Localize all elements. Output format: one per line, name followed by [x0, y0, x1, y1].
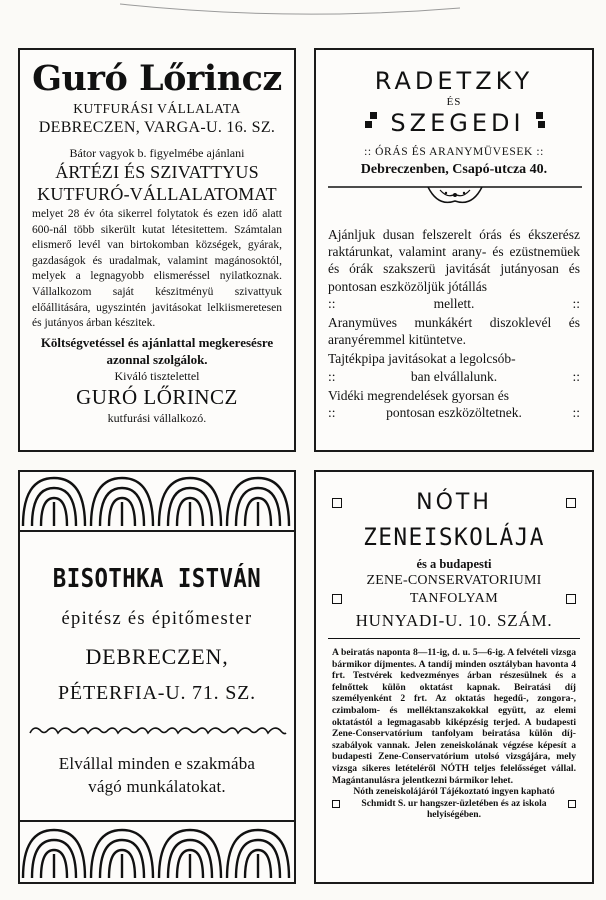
square-bullet-icon	[536, 112, 543, 119]
bisothka-divider-ornament	[20, 723, 294, 737]
bisothka-text1: Elvállal minden e szakmába	[58, 754, 256, 773]
guro-subtitle: KUTFURÁSI VÁLLALATA	[73, 101, 241, 116]
square-box-icon	[566, 498, 576, 508]
dots-ornament: ::	[572, 295, 580, 311]
radetzky-para2: Aranymüves munkákért diszoklevél és aranyéremmel kitüntetve.	[328, 315, 580, 348]
dots-ornament: ::	[328, 368, 336, 384]
square-box-icon	[332, 594, 342, 604]
bisothka-text2: vágó munkálatokat.	[88, 777, 226, 796]
radetzky-subtitle-row	[328, 144, 580, 161]
guro-line1: ÁRTÉZI ÉS SZIVATTYUS	[55, 162, 259, 182]
guro-bold: Költségvetéssel és ajánlattal megkeresésre azonnal szolgálok.	[40, 334, 274, 367]
noth-and: és a budapesti	[416, 557, 492, 571]
noth-title2: ZENEISKOLÁJA	[363, 523, 545, 551]
radetzky-para4: Vidéki megrendelések gyorsan és	[328, 387, 510, 403]
guro-address: DEBRECZEN, VARGA-U. 16. SZ.	[38, 119, 276, 136]
radetzky-para1-end-row	[328, 295, 580, 312]
bisothka-ad	[18, 470, 296, 884]
art-nouveau-band-top	[20, 472, 294, 532]
radetzky-subtitle: ÓRÁS ÉS ARANYMÜVESEK	[375, 146, 533, 158]
radetzky-name1: RADETZKY	[374, 67, 534, 95]
noth-last-row	[326, 786, 582, 821]
bisothka-profession: épitész és épitőmester	[61, 609, 253, 629]
guro-ad	[18, 48, 296, 452]
noth-ad	[314, 470, 594, 884]
square-bullet-icon	[538, 121, 545, 128]
noth-address: HUNYADI-U. 10. SZÁM.	[355, 611, 553, 630]
noth-course: TANFOLYAM	[409, 591, 499, 606]
art-nouveau-band-bottom	[20, 820, 294, 882]
square-box-icon	[568, 800, 576, 808]
radetzky-para1-end: mellett.	[433, 295, 475, 311]
radetzky-name2: SZEGEDI	[390, 109, 525, 137]
square-box-icon	[332, 498, 342, 508]
guro-role: kutfurási vállalkozó.	[107, 410, 207, 425]
dots-ornament: ::	[572, 368, 580, 384]
guro-greeting: Kiváló tisztelettel	[114, 368, 200, 383]
radetzky-address: Debreczenben, Csapó-utcza 40.	[360, 162, 548, 177]
bisothka-name: BISOTHKA ISTVÁN	[52, 564, 262, 594]
radetzky-para4-end: pontosan eszközöltetnek.	[386, 405, 522, 421]
noth-last: Nóth zeneiskolájáról Tájékoztató ingyen kapható Schmidt S. ur hangszer-üzletében és az iskola helyiségében.	[353, 786, 555, 821]
square-bullet-icon	[370, 112, 377, 119]
noth-body: A beiratás naponta 8—11-ig, d. u. 5—6-ig. A felvételi vizsga bármikor díjmentes. A tandíj minden osztályban havonta 4 frt. Testvérek kedvezményes árban részesülnek és a felnőttek külön oktatást kapnak. Beiratási díj személyenként 2 frt. Az oktatás hegedű-, zongora-, czimbalom- és melléktanszakokkal együtt, az elemi oktatástól a legmagasabb kiképzésig terjed. A budapesti Zene-Conservatórium tanfolyam beiratása külön díj-szabályok vannak. Jelen zeneiskolának végzése képesít a budapesti Zene-Conservatórium utolsó vizsgájára, mely vizsga sikeres letételéről NÓTH teljes felelősséget vállal. Magántanulásra jelentkezni bármikor lehet.	[332, 647, 576, 786]
dots-ornament: ::	[364, 146, 372, 158]
guro-title: Guró Lőrincz	[32, 58, 282, 99]
guro-line2: KUTFURÓ-VÁLLALATOMAT	[37, 184, 277, 204]
noth-conservatory: ZENE-CONSERVATORIUMI	[366, 573, 542, 588]
square-box-icon	[566, 594, 576, 604]
guro-body: melyet 28 év óta sikerrel folytatok és ezen idő alatt 600-nál több sikerült kutat létesitettem. Számtalan elismerő levél van birtokomban községek, gyárak, gazdaságok és uradalmak, valamint magánosoktól, melyek a legnagyobb elismeréssel nyilatkoznak. Vállalkozom saját készitményü szivattyuk előállitására, ugyszintén javitásokat lelkiismeretesen és jutányos árban készitek.	[32, 208, 282, 330]
noth-title1-row	[326, 488, 582, 518]
dots-ornament: ::	[328, 405, 336, 421]
square-bullet-icon	[365, 121, 372, 128]
bisothka-street: PÉTERFIA-U. 71. SZ.	[58, 682, 256, 704]
radetzky-and: ÉS	[446, 96, 462, 108]
dots-ornament: ::	[572, 405, 580, 421]
noth-rule	[328, 638, 580, 639]
radetzky-para3-end: ban elvállalunk.	[410, 368, 498, 384]
dots-ornament: ::	[536, 146, 544, 158]
radetzky-para4-end-row	[328, 404, 580, 421]
guro-signature: GURÓ LŐRINCZ	[76, 384, 238, 409]
square-box-icon	[332, 800, 340, 808]
radetzky-ornament	[328, 181, 582, 209]
radetzky-para3: Tajtékpipa javitásokat a legolcsób-	[328, 351, 516, 367]
radetzky-para3-end-row	[328, 368, 580, 385]
radetzky-name2-row	[328, 108, 580, 138]
radetzky-para1: Ajánljuk dusan felszerelt órás és ékszerész raktárunkat, valamint arany- és ezüstnemüek és órák szakszerü javitását jutányosan és pontosan eszközöljük jótállás	[328, 227, 580, 294]
guro-intro: Bátor vagyok b. figyelmébe ajánlani	[69, 146, 245, 160]
dots-ornament: ::	[328, 295, 336, 311]
noth-course-row	[326, 590, 582, 608]
radetzky-ad	[314, 48, 594, 452]
bisothka-city: DEBRECZEN,	[85, 644, 229, 669]
noth-title1: NÓTH	[416, 490, 492, 515]
page-edge-curve	[120, 0, 460, 24]
